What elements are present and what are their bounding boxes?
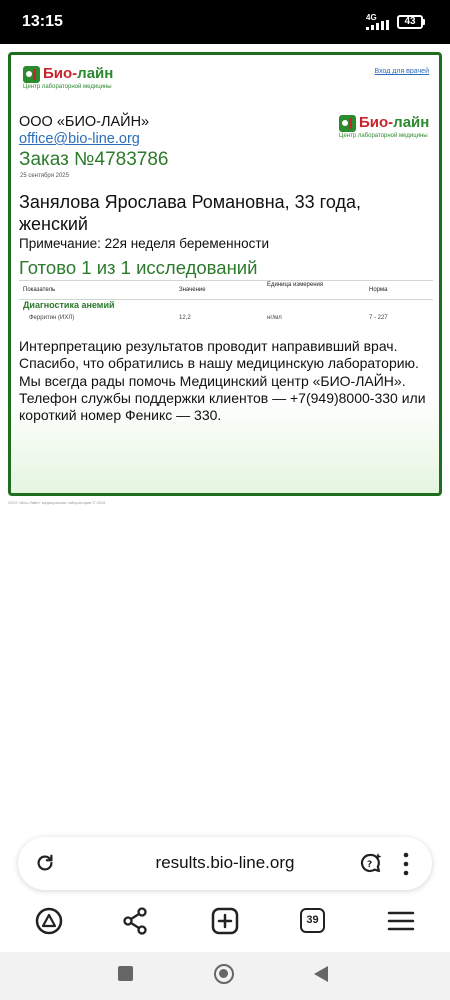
header-indicator: Показатель [23, 287, 56, 293]
network-type: 4G [366, 13, 377, 22]
system-nav-bar [0, 952, 450, 1000]
test-group-title: Диагностика анемий [23, 300, 115, 310]
header-value: Значение [179, 287, 206, 293]
more-menu-icon[interactable] [402, 852, 410, 876]
bio-line-logo[interactable] [23, 66, 133, 92]
patient-info: Занялова Ярослава Романовна, 33 года, женский [19, 192, 361, 234]
battery-icon: 43 [397, 15, 423, 29]
new-tab-icon[interactable] [211, 906, 239, 936]
assistant-icon[interactable] [358, 851, 384, 877]
row-norm: 7 - 227 [369, 315, 388, 321]
status-time: 13:15 [22, 13, 63, 30]
doctor-login-link[interactable]: Вход для врачей [374, 68, 429, 75]
logo-tagline: Центр лабораторной медицины [23, 84, 112, 90]
ready-status: Готово 1 из 1 исследований [19, 257, 258, 278]
org-name: ООО «БИО-ЛАЙН» [19, 114, 150, 130]
url-text[interactable]: results.bio-line.org [155, 853, 295, 872]
page-footer: ООО «Био-Лайн» медицинская лаборатория © 2015 [8, 500, 106, 505]
browser-nav-bar [0, 900, 450, 946]
tabs-counter[interactable]: 39 [300, 908, 325, 933]
bio-line-logo-secondary [339, 115, 442, 141]
logo-mark-icon [339, 115, 356, 132]
info-text: Интерпретацию результатов проводит направивший врач. Спасибо, что обратились в нашу медицинскую лабораторию. Мы всегда рады помочь Медицинский центр «БИО-ЛАЙН». Телефон службы поддержки клиентов — +7(949)8000-330 или короткий номер Феникс — 330. [19, 338, 426, 424]
home-icon[interactable] [214, 964, 234, 984]
svg-text:?: ? [367, 860, 373, 870]
order-title: Заказ №4783786 [19, 149, 169, 170]
patient-note: Примечание: 22я неделя беременности [19, 236, 270, 251]
logo-mark-icon [23, 66, 40, 83]
row-value: 12,2 [179, 315, 191, 321]
row-unit: нг/мл [267, 315, 282, 321]
table-row [19, 313, 433, 325]
email-link[interactable]: office@bio-line.org [19, 131, 140, 147]
logo-tagline: Центр лабораторной медицины [339, 133, 428, 139]
table-header [19, 280, 433, 300]
results-table [19, 280, 433, 321]
header-norm: Норма [369, 287, 388, 293]
battery-tip [423, 19, 425, 25]
share-icon[interactable] [122, 906, 150, 936]
header-unit: Единица измерения [267, 282, 324, 288]
signal-icon [366, 20, 390, 30]
address-bar[interactable] [18, 837, 432, 890]
row-indicator: Ферритин (ИХЛ) [29, 315, 75, 321]
logo-brand: Био-лайн [43, 65, 114, 82]
back-icon[interactable] [314, 966, 328, 982]
results-card [8, 52, 442, 496]
alice-icon[interactable] [34, 906, 64, 936]
status-bar [0, 0, 450, 44]
logo-brand: Био-лайн [359, 114, 430, 131]
order-date: 25 сентября 2025 [20, 173, 69, 179]
hamburger-menu-icon[interactable] [387, 906, 415, 936]
recent-apps-icon[interactable] [118, 966, 133, 981]
